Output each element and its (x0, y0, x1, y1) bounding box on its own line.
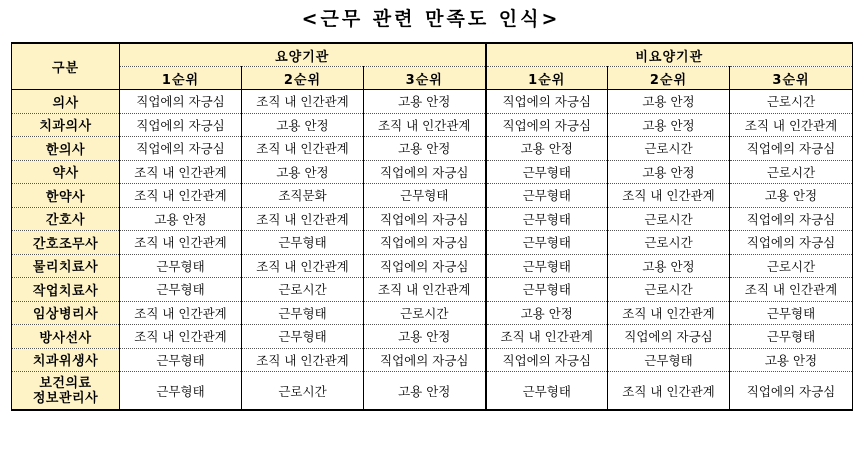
table-cell: 조직 내 인간관계 (242, 137, 364, 161)
table-row (12, 207, 853, 231)
header-category: 구분 (12, 43, 120, 90)
table-cell: 근로시간 (608, 137, 730, 161)
table-cell: 직업에의 자긍심 (120, 113, 242, 137)
table-cell: 직업에의 자긍심 (730, 372, 853, 411)
table-cell: 조직 내 인간관계 (608, 372, 730, 411)
table-cell: 조직 내 인간관계 (120, 160, 242, 184)
row-label: 간호사 (12, 207, 120, 231)
row-label: 한약사 (12, 184, 120, 208)
table-row (12, 231, 853, 255)
table-cell: 고용 안정 (486, 137, 608, 161)
table-cell: 조직 내 인간관계 (120, 301, 242, 325)
table-cell: 고용 안정 (364, 90, 486, 114)
table-cell: 직업에의 자긍심 (730, 207, 853, 231)
header-noncare-rank-1: 1순위 (486, 67, 608, 90)
table-row (12, 90, 853, 114)
table-row (12, 113, 853, 137)
table-cell: 근무형태 (486, 372, 608, 411)
row-label: 물리치료사 (12, 254, 120, 278)
table-cell: 조직문화 (242, 184, 364, 208)
table-cell: 고용 안정 (242, 160, 364, 184)
table-cell: 고용 안정 (730, 184, 853, 208)
table-cell: 고용 안정 (364, 137, 486, 161)
table-cell: 근무형태 (120, 278, 242, 302)
table-row (12, 325, 853, 349)
table-cell: 직업에의 자긍심 (486, 90, 608, 114)
table-cell: 고용 안정 (608, 254, 730, 278)
table-cell: 고용 안정 (364, 325, 486, 349)
header-row-ranks (12, 67, 853, 90)
header-noncare-rank-2: 2순위 (608, 67, 730, 90)
table-cell: 근로시간 (242, 372, 364, 411)
table-cell: 직업에의 자긍심 (486, 348, 608, 372)
table-cell: 근무형태 (608, 348, 730, 372)
table-cell: 직업에의 자긍심 (364, 254, 486, 278)
table-cell: 조직 내 인간관계 (242, 207, 364, 231)
table-row (12, 184, 853, 208)
table-cell: 근무형태 (120, 348, 242, 372)
table-cell: 조직 내 인간관계 (120, 325, 242, 349)
table-cell: 근무형태 (486, 207, 608, 231)
row-label: 의사 (12, 90, 120, 114)
row-label (12, 372, 120, 411)
table-cell: 고용 안정 (120, 207, 242, 231)
table-cell: 근무형태 (242, 231, 364, 255)
table-cell: 근무형태 (120, 254, 242, 278)
table-cell: 조직 내 인간관계 (730, 113, 853, 137)
table-cell: 근로시간 (608, 278, 730, 302)
row-label: 방사선사 (12, 325, 120, 349)
table-cell: 고용 안정 (242, 113, 364, 137)
table-cell: 조직 내 인간관계 (486, 325, 608, 349)
table-cell: 직업에의 자긍심 (730, 231, 853, 255)
table-cell: 근무형태 (486, 231, 608, 255)
table-cell: 근무형태 (242, 301, 364, 325)
table-cell: 근무형태 (486, 254, 608, 278)
table-cell: 조직 내 인간관계 (364, 113, 486, 137)
table-cell: 고용 안정 (608, 160, 730, 184)
table-cell: 조직 내 인간관계 (608, 184, 730, 208)
table-cell: 조직 내 인간관계 (242, 254, 364, 278)
row-label: 간호조무사 (12, 231, 120, 255)
table-cell: 근로시간 (364, 301, 486, 325)
table-cell: 조직 내 인간관계 (608, 301, 730, 325)
table-cell: 조직 내 인간관계 (120, 231, 242, 255)
table-row (12, 160, 853, 184)
row-label: 한의사 (12, 137, 120, 161)
table-cell: 근무형태 (486, 278, 608, 302)
header-noncare-rank-3: 3순위 (730, 67, 853, 90)
row-label: 임상병리사 (12, 301, 120, 325)
satisfaction-table (11, 42, 853, 411)
table-cell: 근무형태 (242, 325, 364, 349)
table-row (12, 254, 853, 278)
header-care-institution: 요양기관 (120, 43, 486, 67)
row-label: 치과위생사 (12, 348, 120, 372)
table-row (12, 137, 853, 161)
table-cell: 근로시간 (608, 207, 730, 231)
page-title: <근무 관련 만족도 인식> (301, 8, 561, 30)
table-cell: 근무형태 (120, 372, 242, 411)
table-cell: 직업에의 자긍심 (364, 231, 486, 255)
header-care-rank-2: 2순위 (242, 67, 364, 90)
table-cell: 조직 내 인간관계 (242, 348, 364, 372)
table-cell: 고용 안정 (364, 372, 486, 411)
table-cell: 근무형태 (486, 184, 608, 208)
table-row (12, 372, 853, 411)
table-row (12, 301, 853, 325)
header-row-groups (12, 43, 853, 67)
table-cell: 고용 안정 (730, 348, 853, 372)
row-label-line-1: 보건의료 (39, 375, 92, 391)
table-cell: 근로시간 (730, 160, 853, 184)
table-cell: 직업에의 자긍심 (364, 348, 486, 372)
table-cell: 근무형태 (364, 184, 486, 208)
row-label-line-2: 정보관리사 (32, 390, 99, 406)
table-cell: 고용 안정 (608, 90, 730, 114)
row-label: 작업치료사 (12, 278, 120, 302)
table-cell: 근로시간 (242, 278, 364, 302)
table-cell: 근로시간 (608, 231, 730, 255)
table-cell: 조직 내 인간관계 (730, 278, 853, 302)
table-cell: 근무형태 (486, 160, 608, 184)
table-cell: 근로시간 (730, 254, 853, 278)
table-cell: 직업에의 자긍심 (364, 160, 486, 184)
table-cell: 근로시간 (730, 90, 853, 114)
row-label: 치과의사 (12, 113, 120, 137)
header-care-rank-1: 1순위 (120, 67, 242, 90)
table-cell: 고용 안정 (608, 113, 730, 137)
table-cell: 직업에의 자긍심 (364, 207, 486, 231)
table-cell: 조직 내 인간관계 (120, 184, 242, 208)
table-cell: 근무형태 (730, 325, 853, 349)
table-cell: 직업에의 자긍심 (486, 113, 608, 137)
table-cell: 고용 안정 (486, 301, 608, 325)
table-cell: 직업에의 자긍심 (730, 137, 853, 161)
header-noncare-institution: 비요양기관 (486, 43, 853, 67)
table-cell: 조직 내 인간관계 (364, 278, 486, 302)
table-row (12, 278, 853, 302)
table-cell: 직업에의 자긍심 (608, 325, 730, 349)
table-cell: 직업에의 자긍심 (120, 137, 242, 161)
table-row (12, 348, 853, 372)
row-label: 약사 (12, 160, 120, 184)
table-cell: 조직 내 인간관계 (242, 90, 364, 114)
table-cell: 근무형태 (730, 301, 853, 325)
header-care-rank-3: 3순위 (364, 67, 486, 90)
table-cell: 직업에의 자긍심 (120, 90, 242, 114)
